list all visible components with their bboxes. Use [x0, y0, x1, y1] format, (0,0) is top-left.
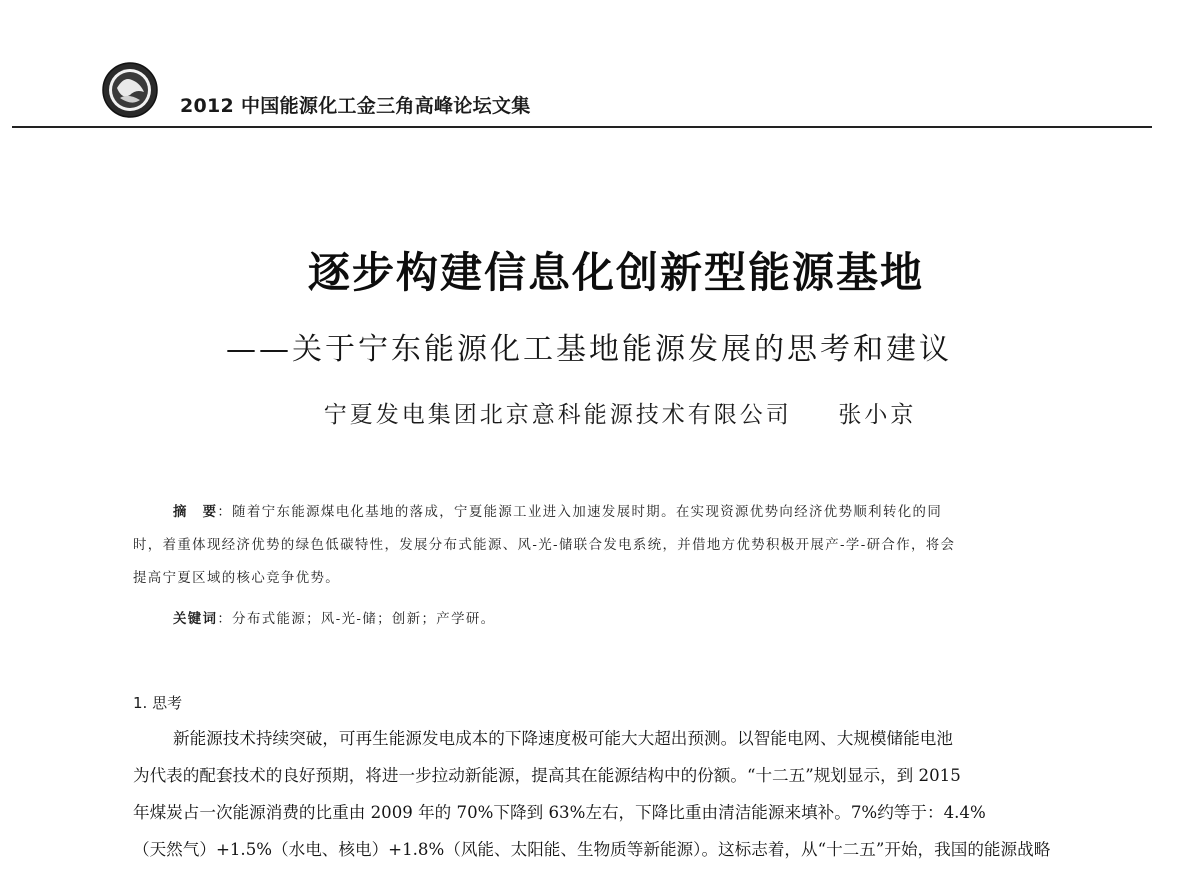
section-heading: 1. 思考 [133, 694, 183, 712]
paragraph-line: 为代表的配套技术的良好预期，将进一步拉动新能源，提高其在能源结构中的份额。“十二五”规划显示，到 2015 [133, 766, 961, 785]
author-name: 张小京 [838, 402, 917, 428]
abstract-line [133, 496, 1109, 529]
abstract-label: 摘 要 [173, 505, 218, 520]
abstract-text: ：随着宁东能源煤电化基地的落成，宁夏能源工业进入加速发展时期。在实现资源优势向经济优势顺利转化的同 [217, 505, 943, 520]
paragraph-line: 新能源技术持续突破，可再生能源发电成本的下降速度极可能大大超出预测。以智能电网、大规模储能电池 [173, 729, 953, 748]
paragraph-line: 年煤炭占一次能源消费的比重由 2009 年的 70%下降到 63%左右，下降比重由清洁能源来填补。7%约等于：4.4% [133, 803, 986, 822]
author-line [0, 396, 1200, 429]
paragraph-line: （天然气）+1.5%（水电、核电）+1.8%（风能、太阳能、生物质等新能源）。这标志着，从“十二五”开始，我国的能源战略 [133, 840, 1051, 859]
affiliation: 宁夏发电集团北京意科能源技术有限公司 [323, 402, 792, 428]
keywords [173, 608, 495, 627]
header-divider [12, 126, 1152, 128]
article-title: 逐步构建信息化创新型能源基地 [307, 248, 924, 297]
abstract-line: 提高宁夏区域的核心竞争优势。 [133, 571, 341, 586]
author-gap [802, 402, 828, 428]
header-title: 2012 中国能源化工金三角高峰论坛文集 [180, 95, 531, 117]
article-subtitle: ——关于宁东能源化工基地能源发展的思考和建议 [226, 332, 952, 367]
section-body [133, 720, 1113, 868]
keywords-text: ：分布式能源；风-光-储；创新；产学研。 [217, 612, 496, 627]
abstract [133, 496, 1109, 595]
forum-emblem-icon [102, 62, 158, 118]
abstract-line: 时，着重体现经济优势的绿色低碳特性，发展分布式能源、风-光-储联合发电系统，并借地方优势积极开展产-学-研合作，将会 [133, 538, 956, 553]
keywords-label: 关键词 [173, 612, 218, 627]
